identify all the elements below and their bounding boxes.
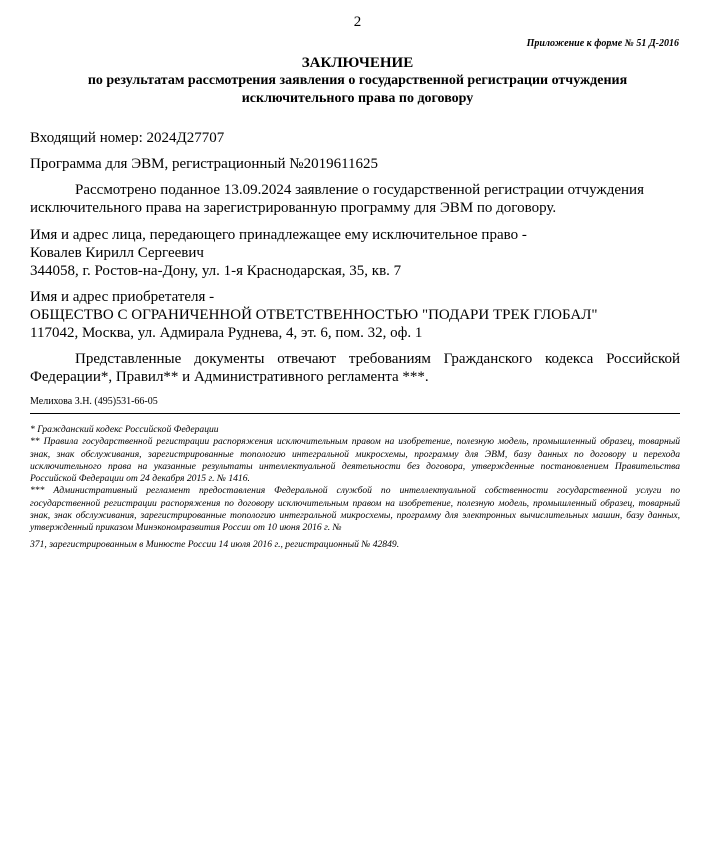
- holder-address: 344058, г. Ростов-на-Дону, ул. 1-я Краснодарская, 35, кв. 7: [30, 263, 402, 279]
- executor-contact: Мелихова З.Н. (495)531-66-05: [30, 396, 158, 407]
- footnote-2: ** Правила государственной регистрации распоряжения исключительным правом на изобретение, полезную модель, промышленный образец, товарный знак, знак обслуживания, зарегистрированные топологию интегральной микросхемы, программу для ЭВМ, базу данных по договору и перехода исключительного права на указанные результаты интеллектуальной деятельности без договора, утвержденные постановлением Правительства Российской Федерации от 24 декабря 2015 г. № 1416.: [30, 436, 680, 485]
- acquirer-block: [30, 288, 680, 342]
- program-registration: Программа для ЭВМ, регистрационный №2019611625: [30, 156, 379, 172]
- acquirer-address: 117042, Москва, ул. Адмирала Руднева, 4, эт. 6, пом. 32, оф. 1: [30, 325, 423, 341]
- footnote-divider: [30, 413, 680, 414]
- document-subtitle-line-2: исключительного права по договору: [241, 91, 474, 106]
- review-line-2: исключительного права на зарегистрированную программу для ЭВМ по договору.: [30, 200, 557, 216]
- document-subtitle-line-1: по результатам рассмотрения заявления о государственной регистрации отчуждения: [87, 73, 628, 88]
- acquirer-label: Имя и адрес приобретателя -: [30, 289, 215, 305]
- document-title: ЗАКЛЮЧЕНИЕ: [301, 55, 414, 71]
- title-block: [30, 54, 685, 108]
- footnote-3-text: *** Административный регламент предоставления Федеральной службой по интеллектуальной собственности государственной услуги по государственной регистрации распоряжения по договору исключительным правом на изобретение, полезную модель, промышленный образец, товарный знак, знак обслуживания, зарегистрированные топологию интегральной микросхемы, программу для электронных вычислительных машин, базу данных, утвержденный приказом Минэкономразвития России от 10 июня 2016 г. №: [30, 485, 680, 534]
- review-paragraph: [30, 181, 680, 217]
- acquirer-name: ОБЩЕСТВО С ОГРАНИЧЕННОЙ ОТВЕТСТВЕННОСТЬЮ "ПОДАРИ ТРЕК ГЛОБАЛ": [30, 307, 598, 323]
- holder-label: Имя и адрес лица, передающего принадлежащее ему исключительное право -: [30, 227, 527, 243]
- rights-holder-block: [30, 226, 680, 280]
- appendix-note: Приложение к форме № 51 Д-2016: [526, 38, 679, 49]
- incoming-number: Входящий номер: 2024Д27707: [30, 130, 225, 146]
- conclusion-line-1: Представленные документы отвечают требованиям Гражданского кодекса Российской: [75, 351, 680, 367]
- conclusion-paragraph: [30, 350, 680, 386]
- footnote-3-tail: 371, зарегистрированным в Минюсте России 14 июля 2016 г., регистрационный № 42849.: [30, 538, 400, 550]
- footnote-1: * Гражданский кодекс Российской Федерации: [30, 424, 219, 435]
- conclusion-line-2: Федерации*, Правил** и Административного регламента ***.: [30, 369, 429, 385]
- footnote-3: [30, 485, 680, 550]
- footnotes: [30, 424, 680, 551]
- page-number: 2: [353, 14, 362, 30]
- review-line-1: Рассмотрено поданное 13.09.2024 заявление о государственной регистрации отчуждения: [75, 182, 644, 198]
- holder-name: Ковалев Кирилл Сергеевич: [30, 245, 204, 261]
